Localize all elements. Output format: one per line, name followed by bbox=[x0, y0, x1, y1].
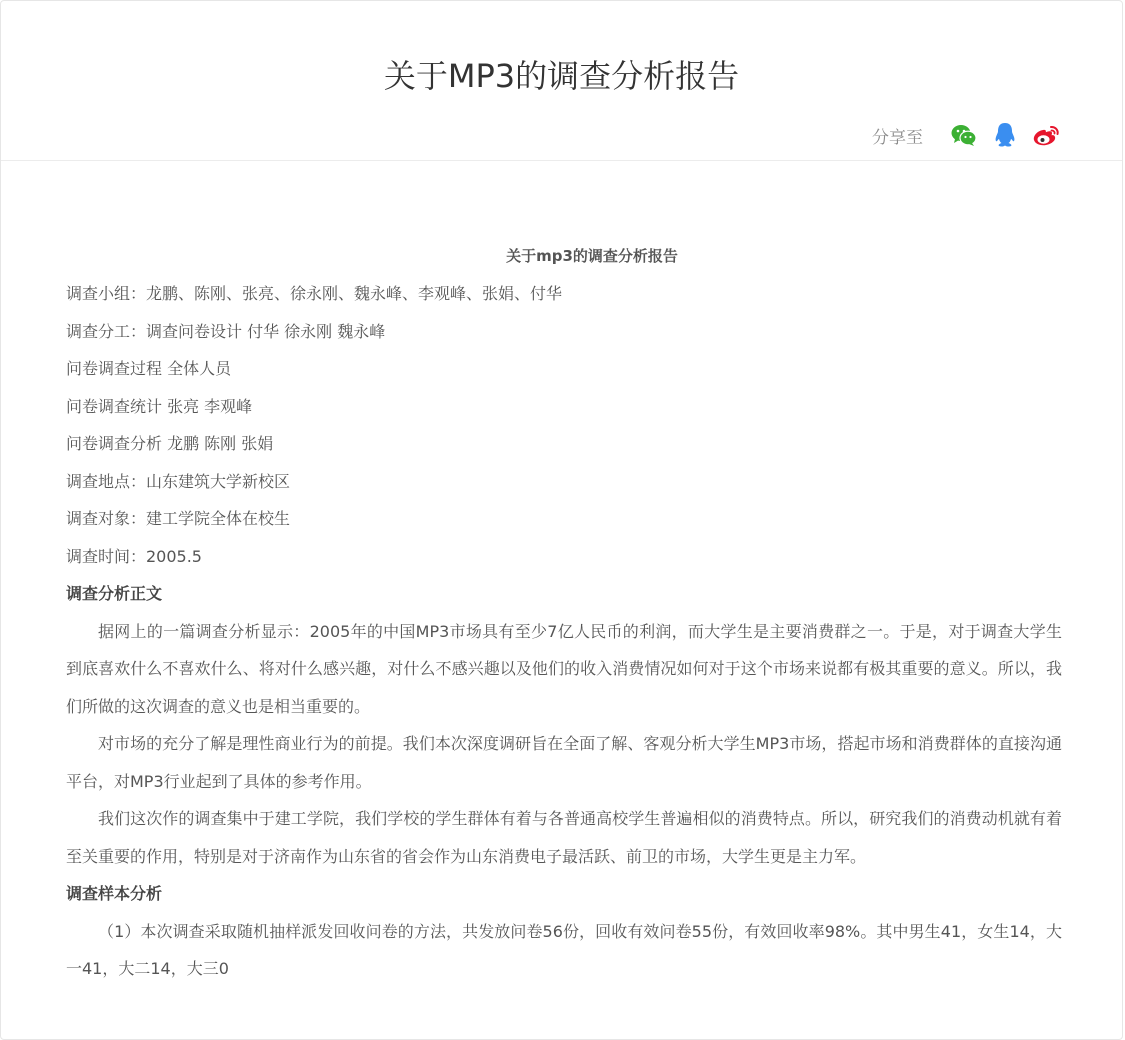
body-paragraph: 我们这次作的调查集中于建工学院，我们学校的学生群体有着与各普通高校学生普遍相似的消费特点。所以，研究我们的消费动机就有着至关重要的作用，特别是对于济南作为山东省的省会作为山东消费电子最活跃、前卫的市场，大学生更是主力军。 bbox=[66, 809, 1062, 866]
meta-line: 调查对象：建工学院全体在校生 bbox=[66, 509, 291, 528]
share-label: 分享至 bbox=[872, 127, 923, 148]
article-header bbox=[1, 1, 1122, 161]
wechat-icon[interactable] bbox=[950, 121, 978, 149]
meta-line: 问卷调查统计 张亮 李观峰 bbox=[66, 396, 253, 416]
meta-line: 调查时间：2005.5 bbox=[66, 546, 202, 566]
meta-line: 问卷调查分析 龙鹏 陈刚 张娟 bbox=[66, 434, 274, 453]
meta-line: 调查地点：山东建筑大学新校区 bbox=[66, 471, 291, 491]
qq-icon[interactable] bbox=[991, 121, 1019, 149]
body-paragraph: 据网上的一篇调查分析显示：2005年的中国MP3市场具有至少7亿人民币的利润，而大学生是主要消费群之一。于是，对于调查大学生到底喜欢什么不喜欢什么、将对什么感兴趣，对什么不感兴趣以及他们的收入消费情况如何对于这个市场来说都有极其重要的意义。所以，我们所做的这次调查的意义也是相当重要的。 bbox=[66, 621, 1062, 716]
meta-line: 调查分工：调查问卷设计 付华 徐永刚 魏永峰 bbox=[66, 321, 386, 341]
document-title: 关于mp3的调查分析报告 bbox=[506, 247, 678, 265]
weibo-icon[interactable] bbox=[1032, 121, 1060, 149]
body-paragraph: 对市场的充分了解是理性商业行为的前提。我们本次深度调研旨在全面了解、客观分析大学生MP3市场，搭起市场和消费群体的直接沟通平台，对MP3行业起到了具体的参考作用。 bbox=[66, 734, 1062, 791]
page-title: 关于MP3的调查分析报告 bbox=[383, 57, 740, 95]
share-bar bbox=[872, 121, 1060, 149]
meta-line: 调查小组：龙鹏、陈刚、张亮、徐永刚、魏永峰、李观峰、张娟、付华 bbox=[66, 284, 563, 303]
section-heading: 调查分析正文 bbox=[66, 584, 163, 603]
section-heading: 调查样本分析 bbox=[66, 884, 163, 903]
article-body bbox=[66, 237, 1062, 988]
meta-line: 问卷调查过程 全体人员 bbox=[66, 359, 232, 378]
body-paragraph: （1）本次调查采取随机抽样派发回收问卷的方法，共发放问卷56份，回收有效问卷55份，有效回收率98%。其中男生41，女生14，大一41，大二14，大三0 bbox=[66, 921, 1062, 978]
